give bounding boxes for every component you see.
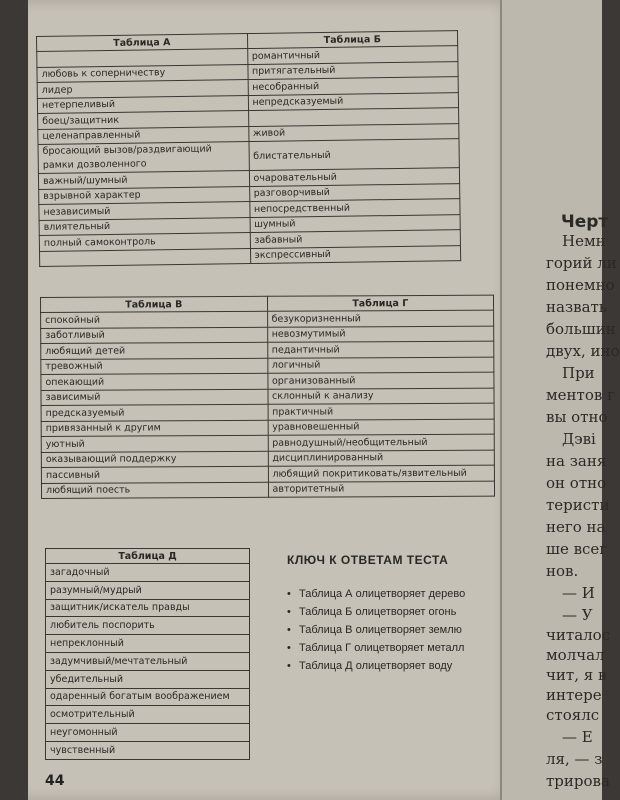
table-d-cell: убедительный (46, 670, 250, 688)
table-b-cell: непосредственный (249, 199, 460, 217)
table-b-cell: несобранный (248, 77, 459, 95)
right-page-line: молчал (546, 646, 605, 664)
table-d (45, 548, 250, 760)
table-a-header: Таблица А (37, 34, 248, 52)
table-v-cell: оказывающий поддержку (41, 451, 268, 468)
table-row (46, 581, 250, 599)
table-g-cell: педантичный (267, 341, 494, 358)
table-b-cell: живой (248, 123, 459, 141)
table-v-cell: любящий детей (41, 342, 268, 359)
table-v-cell: спокойный (41, 311, 268, 328)
table-g-cell: уравновешенный (268, 419, 495, 436)
list-item (287, 657, 502, 675)
right-page-line: назвать (546, 298, 607, 316)
table-row (46, 741, 250, 759)
right-page-line: двух, ино (546, 342, 620, 360)
table-b-cell: шумный (250, 214, 461, 232)
table-g-cell: логичный (267, 357, 494, 374)
table-v-cell: тревожный (41, 358, 268, 375)
list-item (287, 639, 502, 657)
table-a-cell: независимый (39, 202, 250, 220)
table-row (46, 599, 250, 617)
table-d-cell: непреклонный (46, 635, 250, 653)
bullet-icon: • (287, 660, 291, 672)
right-page-line: читалос (546, 626, 611, 644)
table-b-cell: романтичный (247, 46, 458, 64)
right-page-line: вы отно (546, 408, 608, 426)
table-b-cell: притягательный (247, 61, 458, 79)
table-v-cell: пассивный (41, 466, 268, 483)
list-item (287, 603, 502, 621)
table-g-cell: практичный (268, 403, 495, 420)
table-row (41, 481, 494, 499)
table-g-cell: любящий покритиковать/язвительный (268, 465, 495, 482)
table-a-cell: лидер (37, 80, 248, 98)
table-row (46, 652, 250, 670)
table-a-cell: важный/шумный (38, 171, 249, 189)
table-v-cell: привязанный к другим (41, 420, 268, 437)
right-page-line: — И (562, 584, 595, 602)
table-d-cell: задумчивый/мечтательный (46, 652, 250, 670)
table-a-b (36, 30, 461, 267)
table-v-cell: заботливый (41, 327, 268, 344)
table-d-cell: чувственный (46, 741, 250, 759)
table-row (46, 706, 250, 724)
table-a-cell (40, 248, 251, 266)
table-a-cell: влиятельный (39, 217, 250, 235)
right-page-line: ментов г (546, 386, 615, 404)
table-b-header: Таблица Б (247, 31, 458, 49)
right-page-line: он отно (546, 474, 607, 492)
table-a-cell: боец/защитник (38, 111, 249, 129)
right-page-line: стоялс (546, 706, 600, 724)
table-v-cell: опекающий (41, 373, 268, 390)
table-b-cell: непредсказуемый (248, 92, 459, 110)
table-g-cell: равнодушный/необщительный (268, 434, 495, 451)
table-g-cell: невозмутимый (267, 326, 494, 343)
table-row (46, 724, 250, 742)
right-page-line: Немн (562, 232, 606, 250)
right-page-line: — У (562, 606, 593, 624)
answer-key-item: Таблица Г олицетворяет металл (299, 642, 465, 654)
table-b-cell: блистательный (248, 139, 459, 171)
table-d-cell: осмотрительный (46, 706, 250, 724)
right-page-line: большин (546, 320, 616, 338)
table-b-cell: очаровательный (249, 168, 460, 186)
list-item (287, 621, 502, 639)
right-page-line: нов. (546, 562, 579, 580)
right-page-line: ше всег (546, 540, 608, 558)
right-page-line: интере (546, 686, 602, 704)
table-b-cell: экспрессивный (250, 245, 461, 263)
table-row (46, 670, 250, 688)
table-row (46, 635, 250, 653)
table-d-cell: загадочный (46, 564, 250, 582)
table-row (46, 688, 250, 706)
right-page (500, 0, 620, 800)
bullet-icon: • (287, 606, 291, 618)
bullet-icon: • (287, 588, 291, 600)
bullet-icon: • (287, 624, 291, 636)
table-row (46, 564, 250, 582)
answer-key-item: Таблица Д олицетворяет воду (299, 660, 453, 672)
table-v-cell: уютный (41, 435, 268, 452)
table-b-cell: разговорчивый (249, 183, 460, 201)
table-d-cell: защитник/искатель правды (46, 599, 250, 617)
answer-key-title: КЛЮЧ К ОТВЕТАМ ТЕСТА (287, 553, 449, 567)
table-a-cell: любовь к соперничеству (37, 64, 248, 82)
table-d-cell: одаренный богатым воображением (46, 688, 250, 706)
right-page-line: понемно (546, 276, 615, 294)
right-page-line: трирова (546, 772, 610, 790)
right-page-line: теристи (546, 496, 610, 514)
right-page-line: ля, — з (546, 750, 603, 768)
right-page-line: на заня (546, 452, 607, 470)
table-a-cell: полный самоконтроль (39, 233, 250, 251)
right-page-line: — Е (562, 728, 593, 746)
list-item (287, 585, 502, 603)
table-g-header: Таблица Г (267, 295, 494, 311)
table-a-cell: взрывной характер (39, 186, 250, 204)
table-a-cell: целенаправленный (38, 126, 249, 144)
answer-key (287, 553, 502, 675)
table-row (46, 617, 250, 635)
answer-key-item: Таблица Б олицетворяет огонь (299, 606, 457, 618)
answer-key-item: Таблица А олицетворяет дерево (299, 588, 466, 600)
table-g-cell: авторитетный (268, 481, 495, 498)
table-a-cell: бросающий вызов/раздвигающий рамки дозволенного (38, 142, 249, 174)
right-page-line: него на (546, 518, 606, 536)
right-page-line: При (562, 364, 595, 382)
right-page-line: Дэві (562, 430, 596, 448)
table-d-header: Таблица Д (46, 549, 250, 564)
table-v-cell: предсказуемый (41, 404, 268, 421)
right-page-line: чит, я в (546, 666, 607, 684)
table-v-cell: любящий поесть (41, 482, 268, 499)
table-v-g (40, 295, 495, 499)
table-d-cell: разумный/мудрый (46, 581, 250, 599)
table-d-cell: любитель поспорить (46, 617, 250, 635)
right-page-heading: Черт (561, 212, 609, 232)
right-page-line: горий ли (546, 254, 617, 272)
table-g-cell: склонный к анализу (267, 388, 494, 405)
table-v-cell: зависимый (41, 389, 268, 406)
table-b-cell: забавный (250, 230, 461, 248)
table-g-cell: дисциплинированный (268, 450, 495, 467)
page-number: 44 (45, 773, 65, 789)
table-g-cell: организованный (267, 372, 494, 389)
table-a-cell: нетерпеливый (37, 95, 248, 113)
table-v-header: Таблица В (41, 296, 268, 312)
table-g-cell: безукоризненный (267, 310, 494, 327)
bullet-icon: • (287, 642, 291, 654)
table-d-cell: неугомонный (46, 724, 250, 742)
answer-key-item: Таблица В олицетворяет землю (299, 624, 462, 636)
